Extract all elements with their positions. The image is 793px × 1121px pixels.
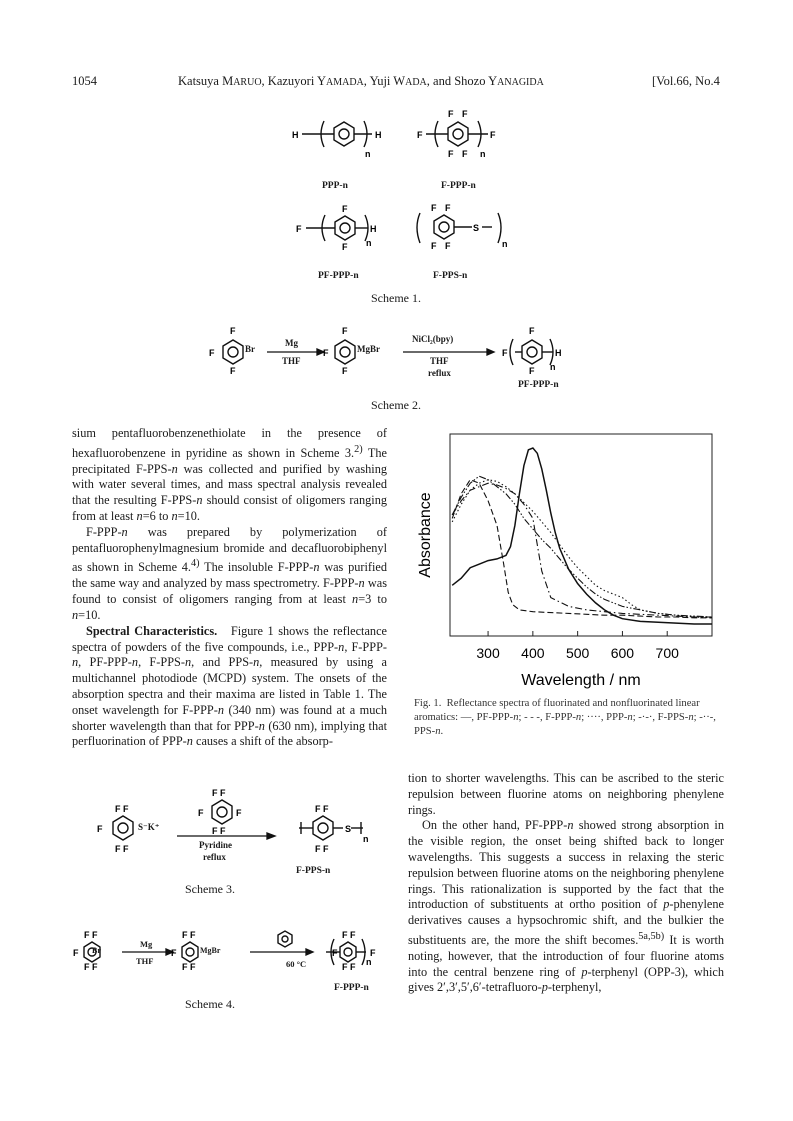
figure-1-chart: [412, 428, 724, 690]
series-line-pps-n: [452, 476, 712, 617]
svg-text:F: F: [236, 808, 242, 818]
plot-frame: [450, 434, 712, 636]
svg-text:F: F: [171, 948, 177, 958]
scheme-3-condition: reflux: [203, 852, 226, 862]
scheme-3-structures: [95, 784, 385, 884]
svg-text:n: n: [550, 362, 556, 372]
series-line-f-ppp-n: [452, 480, 712, 618]
svg-text:F: F: [97, 824, 103, 834]
svg-text:F: F: [502, 348, 508, 358]
svg-text:F: F: [342, 204, 348, 214]
series-line-f-pps-n: [452, 483, 712, 617]
scheme-2-catalyst: NiCl₂(bpy): [412, 334, 454, 344]
svg-text:n: n: [366, 957, 372, 967]
svg-text:F F: F F: [84, 962, 98, 972]
figure-1-caption: Fig. 1. Reflectance spectra of fluorinated and nonfluorinated linear aromatics: —, PF-PPP-n; - - -, F-PPP-n; ····, PPP-n; -·-·, F-PPS-n; -··-, PPS-n.: [414, 698, 716, 737]
svg-text:F F: F F: [342, 962, 356, 972]
svg-text:n: n: [480, 149, 486, 159]
scheme-2-mg: Mg: [285, 338, 298, 348]
svg-text:F F: F F: [342, 930, 356, 940]
svg-text:H: H: [555, 348, 562, 358]
running-head-journal: [Vol.66, No.4: [652, 74, 720, 88]
svg-text:H: H: [292, 130, 299, 140]
scheme-2-thf-1: THF: [282, 356, 301, 366]
ppp-n-label: PPP-n: [322, 181, 348, 191]
svg-text:F: F: [342, 326, 348, 336]
scheme-4-caption: Scheme 4.: [185, 997, 235, 1011]
svg-text:n: n: [502, 239, 508, 249]
svg-text:F: F: [198, 808, 204, 818]
scheme-1-caption: Scheme 1.: [371, 291, 421, 305]
scheme-4-temperature: 60 °C: [286, 959, 307, 969]
svg-text:F F: F F: [315, 844, 329, 854]
svg-text:F: F: [296, 224, 302, 234]
svg-text:F: F: [490, 130, 496, 140]
svg-text:F F: F F: [182, 930, 196, 940]
scheme-4-product: F-PPP-n: [334, 983, 369, 993]
scheme-2-caption: Scheme 2.: [371, 398, 421, 412]
scheme-4-mg: Mg: [140, 939, 153, 949]
svg-text:F F: F F: [115, 844, 129, 854]
y-axis-label: Absorbance: [417, 492, 434, 578]
scheme-4-br: Br: [92, 946, 101, 955]
scheme-2-br: Br: [245, 344, 255, 354]
svg-text:F: F: [529, 326, 535, 336]
svg-text:F: F: [529, 366, 535, 376]
right-column-text: tion to shorter wavelengths. This can be ascribed to the steric repulsion between fluorine atoms on neighboring phenylene rings. On the other hand, PF-PPP-n showed strong absorption in the visible region, the onset being shifted back to longer wavelengths. This suggests a success in relaxing the steric repulsion between fluorine atoms on the neighboring phenylene rings. This rationalization is supported by the fact that the introduction of substituents at ortho position of p-phenylene derivatives causes a hypsochromic shift, and the bulkier the substituents are, the more the shift becomes.$^{5a,5b)}$ It is worth noting, however, that the introduction of four fluorine atoms into the central benzene ring of p-terphenyl (OPP-3), which gives 2′,3′,5′,6′-tetrafluoro-p-terphenyl,: [408, 771, 725, 995]
scheme-4-mgbr: MgBr: [200, 946, 221, 955]
scheme-3-caption: Scheme 3.: [185, 882, 235, 896]
pf-ppp-n-label: PF-PPP-n: [318, 271, 359, 281]
svg-text:F: F: [332, 948, 338, 958]
svg-text:n: n: [366, 238, 372, 248]
f-ppp-n-label: F-PPP-n: [441, 181, 476, 191]
svg-text:H: H: [370, 224, 377, 234]
scheme-3-salt: S⁻K⁺: [138, 822, 160, 832]
scheme-3-product: F-PPS-n: [296, 866, 331, 876]
series-line-pf-ppp-n: [452, 448, 712, 624]
svg-text:F F: F F: [212, 826, 226, 836]
svg-text:F: F: [445, 241, 451, 251]
page-number: 1054: [72, 74, 97, 88]
svg-text:F: F: [342, 366, 348, 376]
svg-text:H: H: [375, 130, 382, 140]
svg-text:F: F: [448, 109, 454, 119]
x-tick-label: 300: [476, 645, 500, 661]
svg-text:F: F: [417, 130, 423, 140]
series-line-ppp-n: [452, 480, 712, 618]
scheme-2-reflux: reflux: [428, 368, 451, 378]
left-column-text: sium pentafluorobenzenethiolate in the presence of hexafluorobenzene in pyridine as shown in Scheme 3.$^{2)}$ The precipitated F-PPS-n was collected and purified by washing with water several times, and mass spectral analysis revealed that the resulting F-PPS-n should consist of oligomers ranging from at least n=6 to n=10. F-PPP-n was prepared by polymerization of pentafluorophenylmagnesium bromide and decafluorobiphenyl as shown in Scheme 4.$^{4)}$ The insoluble F-PPP-n was purified the same way and analyzed by mass spectrometry. F-PPP-n was found to consist of oligomers ranging from at least n=3 to n=10. Spectral Characteristics. Figure 1 shows the reflectance spectra of powders of the five compounds, i.e., PPP-n, F-PPP-n, PF-PPP-n, F-PPS-n, and PPS-n, measured by using a multichannel photodiode (MCPD) system. The onsets of the absorption spectra and their maxima are listed in Table 1. The onset wavelength for F-PPP-n (340 nm) was found at a much shorter wavelength than that for PPP-n (630 nm), implying that perfluorination of PPP-n causes a shift of the absorp-: [72, 426, 388, 749]
scheme-3-reagent: Pyridine: [199, 840, 232, 850]
svg-text:S: S: [473, 223, 480, 233]
svg-text:F: F: [431, 203, 437, 213]
scheme-4-structures: [70, 925, 380, 985]
svg-text:F: F: [209, 348, 215, 358]
x-tick-label: 400: [521, 645, 545, 661]
svg-text:F: F: [462, 149, 468, 159]
x-axis-label: Wavelength / nm: [521, 672, 641, 689]
scheme-2-product: PF-PPP-n: [518, 380, 559, 390]
svg-text:F: F: [342, 242, 348, 252]
svg-text:F: F: [448, 149, 454, 159]
svg-text:F F: F F: [84, 930, 98, 940]
scheme-2-mgbr: MgBr: [357, 344, 380, 354]
svg-text:F: F: [445, 203, 451, 213]
svg-text:F: F: [323, 348, 329, 358]
x-tick-label: 600: [610, 645, 635, 661]
svg-text:F F: F F: [315, 804, 329, 814]
scheme-4-thf: THF: [136, 956, 154, 966]
x-tick-label: 700: [655, 645, 679, 661]
svg-text:n: n: [363, 834, 369, 844]
svg-text:F: F: [462, 109, 468, 119]
svg-text:F: F: [73, 948, 79, 958]
svg-text:F: F: [230, 366, 236, 376]
svg-text:F: F: [230, 326, 236, 336]
scheme-2-thf-2: THF: [430, 356, 449, 366]
scheme-1-structures: [280, 105, 520, 285]
x-tick-label: 500: [565, 645, 590, 661]
f-pps-n-label: F-PPS-n: [433, 271, 468, 281]
svg-text:F: F: [431, 241, 437, 251]
svg-text:n: n: [365, 149, 371, 159]
svg-text:F F: F F: [115, 804, 129, 814]
svg-text:F F: F F: [212, 788, 226, 798]
svg-text:F F: F F: [182, 962, 196, 972]
running-head-authors: Katsuya MARUO, Kazuyori YAMADA, Yuji WADA, and Shozo YANAGIDA: [178, 74, 544, 88]
svg-text:F: F: [370, 948, 376, 958]
svg-text:S: S: [345, 824, 352, 834]
